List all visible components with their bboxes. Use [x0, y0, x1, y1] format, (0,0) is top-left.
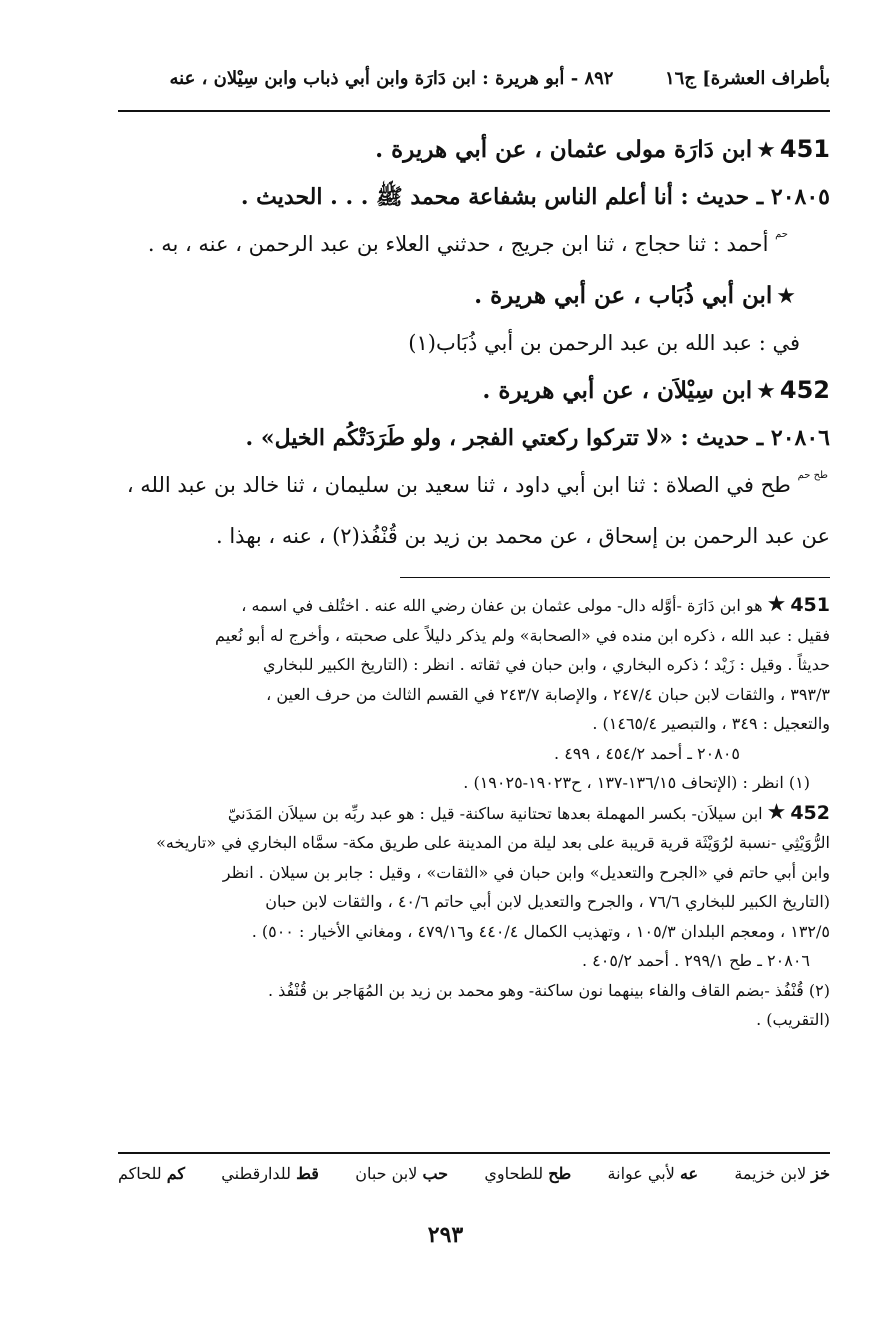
- isnad-text: طح في الصلاة : ثنا ابن أبي داود ، ثنا سعيد بن سليمان ، ثنا خالد بن عبد الله ،: [126, 473, 791, 497]
- main-text: [118, 126, 830, 560]
- abbrev-item: [484, 1164, 571, 1183]
- abbrev-item: [734, 1164, 830, 1183]
- footnotes: [118, 590, 830, 1035]
- note-text: هو ابن دَارَة -أوَّله دال- مولى عثمان بن عفان رضي الله عنه . اختُلف في اسمه ،: [241, 596, 763, 615]
- cross-reference: في : عبد الله بن عبد الرحمن بن أبي ذُبَاب(١): [408, 331, 800, 355]
- isnad-line: [118, 462, 830, 513]
- abbrev-item: [608, 1164, 699, 1183]
- abbrev-code: حب: [422, 1164, 449, 1183]
- hadith-20805: ٢٠٨٠٥ ـ حديث : أنا أعلم الناس بشفاعة محمد ﷺ . . . الحديث .: [240, 184, 830, 210]
- abbrev-code: قط: [296, 1164, 319, 1183]
- margin-siglum: حم: [775, 229, 788, 240]
- abbrev-item: [355, 1164, 448, 1183]
- abbrev-desc: للحاكم: [118, 1164, 162, 1183]
- footnote-line: فقيل : عبد الله ، ذكره ابن منده في «الصحابة» ولم يذكر دليلاً على صحبته ، وأخرج له أبو نُعيم: [215, 625, 830, 645]
- abbrev-item: [118, 1164, 185, 1183]
- footnote-line: (التقريب) .: [756, 1010, 830, 1029]
- isnad-line: عن عبد الرحمن بن إسحاق ، عن محمد بن زيد بن قُنْفُذ(٢) ، عنه ، بهذا .: [215, 524, 830, 548]
- abbrev-item: [221, 1164, 319, 1183]
- star-icon: ★: [766, 799, 787, 825]
- narrator-entry-452: [118, 367, 830, 415]
- footnote-line: ١٣٢/٥ ، ومعجم البلدان ١٠٥/٣ ، وتهذيب الكمال ٤٤٠/٤ و٤٧٩/١٦ ، ومغاني الأخيار : ٥٠٠) .: [251, 921, 830, 941]
- header-rule: [118, 110, 830, 112]
- narrator-entry-451: [118, 126, 830, 174]
- footnote-line: (١) انظر : (الإتحاف ١٣٦/١٥-١٣٧ ، ح١٩٠٢٣-١٩٠٢٥) .: [463, 773, 810, 792]
- footnote-line: ٢٠٨٠٦ ـ طح ٢٩٩/١ . أحمد ٤٠٥/٢ .: [581, 951, 810, 970]
- abbrev-desc: لأبي عوانة: [607, 1164, 675, 1183]
- star-icon: ★: [756, 138, 776, 163]
- abbrev-code: خز: [811, 1164, 830, 1183]
- entry-text: ابن سِيْلاَن ، عن أبي هريرة .: [482, 377, 753, 404]
- abbrev-desc: للدارقطني: [221, 1164, 291, 1183]
- footnote-line: ٢٠٨٠٥ ـ أحمد ٤٥٤/٢ ، ٤٩٩ .: [554, 743, 740, 763]
- footnote-line: وابن أبي حاتم في «الجرح والتعديل» وابن حبان في «الثقات» ، وقيل : جابر بن سيلان . انظر: [222, 862, 830, 882]
- abbreviations-legend: [118, 1164, 830, 1183]
- abbrev-code: طح: [548, 1164, 572, 1183]
- isnad-line: [118, 221, 830, 272]
- abbreviations-rule: [118, 1152, 830, 1154]
- page-number: ٢٩٣: [427, 1222, 464, 1248]
- isnad-text: أحمد : ثنا حجاج ، ثنا ابن جريج ، حدثني العلاء بن عبد الرحمن ، عنه ، به .: [147, 232, 769, 256]
- entry-number: 451: [779, 135, 830, 163]
- abbrev-desc: لابن خزيمة: [734, 1164, 807, 1183]
- abbrev-desc: للطحاوي: [484, 1164, 544, 1183]
- margin-siglum: طح حم: [797, 470, 828, 481]
- hadith-20806: ٢٠٨٠٦ ـ حديث : «لا تتركوا ركعتي الفجر ، ولو طَرَدَتْكُم الخيل» .: [245, 425, 830, 451]
- footnote-line: (٢) قُنْفُذ -بضم القاف والفاء بينهما نون ساكنة- وهو محمد بن زيد بن المُهَاجر بن قُنْفُذ .: [267, 980, 830, 1000]
- footnote-line: والتعجيل : ٣٤٩ ، والتبصير ١٤٦٥/٤) .: [592, 714, 830, 733]
- note-number: 451: [790, 594, 830, 616]
- footnote-line: [118, 798, 830, 829]
- entry-text: ابن أبي ذُبَاب ، عن أبي هريرة .: [474, 282, 773, 309]
- header-book-volume: بأطراف العشرة] ج١٦: [664, 67, 830, 89]
- star-icon: ★: [756, 379, 776, 404]
- star-icon: ★: [766, 592, 787, 617]
- footnote-line: [118, 590, 830, 621]
- footnote-line: (التاريخ الكبير للبخاري ٧٦/٦ ، والجرح والتعديل لابن أبي حاتم ٤٠/٦ ، والثقات لابن حبان: [265, 892, 830, 911]
- abbrev-code: عه: [679, 1164, 699, 1183]
- note-text: ابن سيلاَن- بكسر المهملة بعدها تحتانية ساكنة- قيل : هو عبد ربِّه بن سيلاَن المَدَنيّ: [227, 803, 763, 823]
- star-icon: ★: [776, 284, 796, 309]
- abbrev-code: كم: [166, 1164, 185, 1183]
- entry-number: 452: [779, 376, 830, 404]
- narrator-entry: [118, 272, 830, 320]
- abbrev-desc: لابن حبان: [355, 1164, 418, 1183]
- note-number: 452: [790, 801, 830, 824]
- footnote-line: حديثاً . وقيل : زَيْد ؛ ذكره البخاري ، وابن حبان في ثقاته . انظر : (التاريخ الكبير للبخاري: [263, 655, 830, 674]
- running-header: [118, 60, 830, 96]
- header-section-title: ٨٩٢ - أبو هريرة : ابن دَارَة وابن أبي ذباب وابن سِيْلان ، عنه: [169, 67, 614, 89]
- footnote-line: الرُّوَيْثِي -نسبة لرُوَيْثَة قرية قريبة على بعد ليلة من المدينة على طريق مكة- سمَّاه البخاري في «تاريخه»: [156, 833, 830, 852]
- entry-text: ابن دَارَة مولى عثمان ، عن أبي هريرة .: [375, 136, 753, 163]
- footnote-rule: [400, 577, 830, 578]
- footnote-line: ٣٩٣/٣ ، والثقات لابن حبان ٢٤٧/٤ ، والإصابة ٢٤٣/٧ في القسم الثالث من حرف العين ،: [266, 684, 830, 704]
